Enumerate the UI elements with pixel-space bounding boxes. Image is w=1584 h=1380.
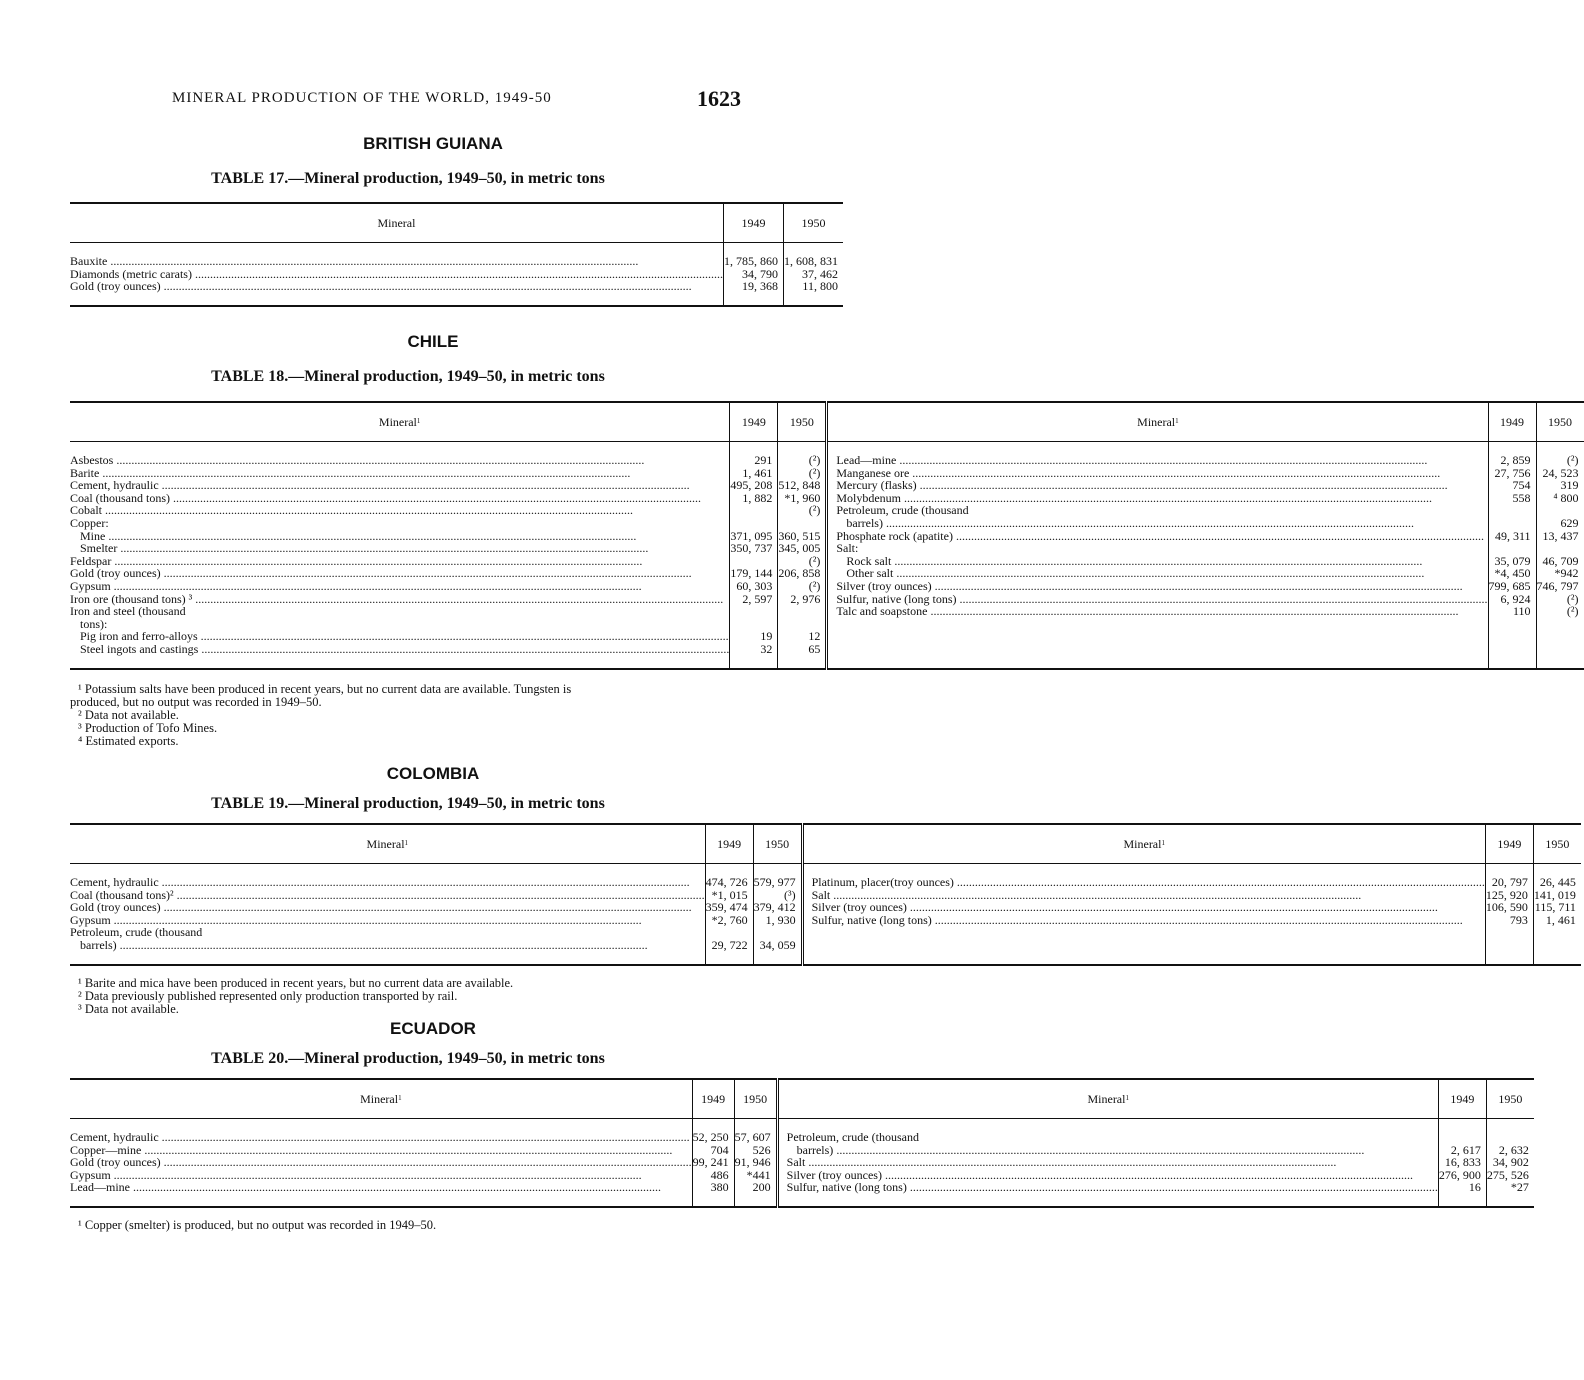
value-1950: 11, 800 <box>802 279 838 294</box>
value-1950: 24, 523 <box>1542 465 1579 480</box>
value-1949: 49, 311 <box>1494 528 1531 543</box>
value-1950: 37, 462 <box>801 266 838 281</box>
column-header-mineral: Mineral <box>70 203 723 243</box>
value-1950: 115, 711 <box>1534 900 1576 915</box>
mineral-name: Gold (troy ounces) ..... <box>70 1156 692 1169</box>
values-1949 <box>692 1119 734 1207</box>
value-1950: *942 <box>1554 566 1579 581</box>
mineral-name: Barite ..... <box>70 467 729 480</box>
mineral-name: Molybdenum ..... <box>836 492 1487 505</box>
column-header-1949: 1949 <box>1488 402 1536 442</box>
value-1950: (²) <box>1566 591 1579 606</box>
footnotes-chile <box>70 683 571 748</box>
value-1949: 359, 474 <box>705 900 748 915</box>
values-1950 <box>778 442 827 669</box>
mineral-name: Lead—mine ..... <box>70 1181 692 1194</box>
value-1949: 19, 368 <box>741 279 778 294</box>
value-1950: 57, 607 <box>734 1130 771 1144</box>
column-header-1949: 1949 <box>723 203 783 243</box>
value-1950: (²) <box>1566 604 1579 619</box>
value-1950: *441 <box>746 1167 771 1182</box>
column-header-1949: 1949 <box>1485 824 1533 864</box>
mineral-name: Petroleum, crude (thousand <box>786 1130 919 1144</box>
value-1949: 27, 756 <box>1494 465 1531 480</box>
value-1950: 34, 902 <box>1492 1155 1529 1170</box>
value-1949: 34, 790 <box>741 266 778 281</box>
value-1949: *1, 015 <box>711 887 748 902</box>
column-header-1949: 1949 <box>1438 1079 1486 1119</box>
value-1950: 1, 930 <box>765 912 796 927</box>
value-1949 <box>1489 504 1531 517</box>
mineral-name: Silver (troy ounces) ..... <box>787 1169 1438 1182</box>
country-heading-chile: CHILE <box>407 332 459 351</box>
mineral-name: Steel ingots and castings ..... <box>70 643 729 656</box>
values-1949 <box>1485 864 1533 965</box>
value-1949: 495, 208 <box>730 478 773 493</box>
mineral-name: Cobalt ..... <box>70 504 729 517</box>
value-1949: 60, 303 <box>736 578 773 593</box>
mineral-name: Salt: <box>836 541 859 556</box>
column-header-1950: 1950 <box>783 203 843 243</box>
column-header-1950: 1950 <box>1536 402 1584 442</box>
value-1950: 512, 848 <box>778 478 821 493</box>
value-1949: *4, 450 <box>1494 566 1531 581</box>
values-1949 <box>730 442 778 669</box>
value-1950 <box>778 517 820 530</box>
footnote: ¹ Barite and mica have been produced in recent years, but no current data are available. <box>78 976 514 990</box>
value-1949: 6, 924 <box>1500 591 1531 606</box>
value-1949: 704 <box>710 1142 729 1157</box>
value-1950: 2, 976 <box>790 591 821 606</box>
running-title: MINERAL PRODUCTION OF THE WORLD, 1949-50 <box>172 90 552 106</box>
value-1950: (²) <box>808 465 821 480</box>
value-1950: 2, 632 <box>1498 1142 1529 1157</box>
value-1950: 91, 946 <box>734 1155 771 1170</box>
mineral-name: Petroleum, crude (thousand <box>836 503 969 518</box>
value-1950: 379, 412 <box>753 900 796 915</box>
value-1949: 16, 833 <box>1444 1155 1481 1170</box>
value-1950: (²) <box>1566 453 1579 467</box>
value-1949 <box>1489 517 1531 530</box>
value-1950: 319 <box>1560 478 1579 493</box>
table-19-title: TABLE 19.—Mineral production, 1949–50, in metric tons <box>211 795 605 812</box>
page-number: 1623 <box>697 86 741 111</box>
mineral-name: Petroleum, crude (thousand <box>70 925 203 940</box>
value-1950: 1, 608, 831 <box>783 254 838 268</box>
value-1949: 371, 095 <box>730 528 773 543</box>
value-1949: 558 <box>1512 490 1531 505</box>
table-18-title: TABLE 18.—Mineral production, 1949–50, in metric tons <box>211 368 605 385</box>
mineral-name: Other salt ..... <box>836 567 1487 580</box>
value-1950 <box>1487 1131 1529 1144</box>
mineral-name: Mercury (flasks) ..... <box>836 479 1487 492</box>
mineral-name: Cement, hydraulic ..... <box>70 876 705 889</box>
column-header-1949: 1949 <box>730 402 778 442</box>
mineral-name: Gold (troy ounces) ..... <box>70 901 705 914</box>
value-1949: 486 <box>710 1167 729 1182</box>
value-1949: 799, 685 <box>1488 578 1531 593</box>
mineral-name: Silver (troy ounces) ..... <box>836 580 1487 593</box>
mineral-name: Phosphate rock (apatite) ..... <box>836 530 1487 543</box>
value-1949: 1, 882 <box>742 490 773 505</box>
value-1950: 46, 709 <box>1542 553 1579 568</box>
footnote: ³ Data not available. <box>78 1002 179 1016</box>
country-heading-ecuador: ECUADOR <box>390 1019 476 1038</box>
value-1949: 2, 617 <box>1450 1142 1481 1157</box>
column-header-1950: 1950 <box>1533 824 1581 864</box>
mineral-name: Gold (troy ounces) ..... <box>70 280 723 293</box>
value-1950: 746, 797 <box>1536 578 1579 593</box>
mineral-name: barrels) ..... <box>787 1144 1438 1157</box>
value-1949: 2, 859 <box>1500 453 1531 467</box>
value-1949 <box>730 605 772 618</box>
value-1950: 13, 437 <box>1542 528 1579 543</box>
value-1949: 350, 737 <box>730 541 773 556</box>
footnote: ³ Production of Tofo Mines. <box>78 721 218 735</box>
mineral-name: Talc and soapstone ..... <box>836 605 1487 618</box>
values-1949 <box>705 864 753 965</box>
value-1950: (²) <box>808 453 821 467</box>
value-1949: 32 <box>760 641 773 656</box>
values-1950 <box>753 864 802 965</box>
value-1950: (²) <box>808 503 821 518</box>
mineral-cell <box>777 1119 1438 1207</box>
mineral-cell <box>827 442 1488 669</box>
value-1949: 2, 597 <box>742 591 773 606</box>
value-1950 <box>778 605 820 618</box>
value-1949: 106, 590 <box>1485 900 1528 915</box>
values-1950 <box>734 1119 777 1207</box>
value-1950: ⁴ 800 <box>1553 490 1579 505</box>
value-1950: 275, 526 <box>1486 1167 1529 1182</box>
value-1950: 526 <box>752 1142 771 1157</box>
value-1949: 1, 785, 860 <box>723 254 778 268</box>
mineral-cell <box>70 1119 692 1207</box>
value-1950 <box>1537 542 1579 555</box>
value-1949 <box>1489 542 1531 555</box>
values-1950 <box>1486 1119 1534 1207</box>
value-1950: 345, 005 <box>778 541 821 556</box>
column-header-mineral: Mineral$^1$ <box>70 1079 692 1119</box>
mineral-name: Coal (thousand tons) ..... <box>70 492 729 505</box>
value-1949: 179, 144 <box>730 566 773 581</box>
value-1950: 360, 515 <box>778 528 821 543</box>
value-1950: 26, 445 <box>1539 875 1576 889</box>
footnote: ¹ Copper (smelter) is produced, but no output was recorded in 1949–50. <box>78 1218 437 1232</box>
mineral-name: barrels) ..... <box>70 939 705 952</box>
values-1950 <box>783 243 843 306</box>
mineral-name: Diamonds (metric carats) ..... <box>70 268 723 281</box>
footnote: produced, but no output was recorded in 1949–50. <box>70 695 322 709</box>
value-1949 <box>730 504 772 517</box>
mineral-cell <box>802 864 1485 965</box>
value-1949: 474, 726 <box>705 875 748 889</box>
country-heading-british-guiana: BRITISH GUIANA <box>363 134 503 153</box>
value-1950: 206, 858 <box>778 566 821 581</box>
footnote: ⁴ Estimated exports. <box>78 734 179 748</box>
footnotes-colombia <box>70 977 513 1016</box>
mineral-name: Gold (troy ounces) ..... <box>70 567 729 580</box>
value-1949: 19 <box>760 629 773 644</box>
mineral-name: Pig iron and ferro-alloys ..... <box>70 630 729 643</box>
value-1950: 141, 019 <box>1533 887 1576 902</box>
value-1949 <box>730 517 772 530</box>
values-1949 <box>1488 442 1536 669</box>
value-1950: 34, 059 <box>759 937 796 952</box>
value-1949: 35, 079 <box>1494 553 1531 568</box>
country-heading-colombia: COLOMBIA <box>386 764 480 783</box>
value-1950: 1, 461 <box>1545 912 1576 927</box>
mineral-name: Salt ..... <box>812 889 1485 902</box>
mineral-name: Iron and steel (thousand <box>70 604 186 619</box>
mineral-name: Silver (troy ounces) ..... <box>812 901 1485 914</box>
table-19 <box>70 823 1581 966</box>
mineral-name: Gypsum ..... <box>70 1169 692 1182</box>
mineral-name: Platinum, placer(troy ounces) ..... <box>812 876 1485 889</box>
mineral-name: Cement, hydraulic ..... <box>70 1131 692 1144</box>
value-1949: 29, 722 <box>711 937 748 952</box>
column-header-1949: 1949 <box>705 824 753 864</box>
column-header-1950: 1950 <box>778 402 827 442</box>
value-1949: 1, 461 <box>742 465 773 480</box>
mineral-name: Copper—mine ..... <box>70 1144 692 1157</box>
value-1950: 629 <box>1560 515 1579 530</box>
value-1950: 579, 977 <box>753 875 796 889</box>
value-1949: 754 <box>1512 478 1531 493</box>
column-header-mineral: Mineral$^1$ <box>827 402 1488 442</box>
mineral-cell <box>70 243 723 306</box>
value-1949: 380 <box>710 1180 729 1195</box>
column-header-1949: 1949 <box>692 1079 734 1119</box>
value-1950: (²) <box>808 578 821 593</box>
value-1949: 125, 920 <box>1485 887 1528 902</box>
value-1950: 12 <box>808 629 821 644</box>
column-header-mineral: Mineral$^1$ <box>802 824 1485 864</box>
value-1950: (³) <box>784 887 796 902</box>
mineral-name: Lead—mine ..... <box>836 454 1487 467</box>
mineral-name: Salt ..... <box>787 1156 1438 1169</box>
mineral-name: Bauxite ..... <box>70 255 723 268</box>
table-20 <box>70 1078 1534 1208</box>
footnote: ² Data not available. <box>78 708 179 722</box>
mineral-name: Feldspar ..... <box>70 555 729 568</box>
mineral-name: Iron ore (thousand tons) ³ ..... <box>70 593 729 606</box>
column-header-mineral: Mineral$^1$ <box>70 402 730 442</box>
column-header-1950: 1950 <box>734 1079 777 1119</box>
table-20-title: TABLE 20.—Mineral production, 1949–50, in metric tons <box>211 1050 605 1067</box>
value-1950: *27 <box>1510 1180 1529 1195</box>
value-1949: 52, 250 <box>692 1130 729 1144</box>
column-header-mineral: Mineral$^1$ <box>70 824 705 864</box>
value-1950: 65 <box>808 641 821 656</box>
column-header-1950: 1950 <box>1486 1079 1534 1119</box>
mineral-cell <box>70 442 730 669</box>
mineral-name: Manganese ore ..... <box>836 467 1487 480</box>
table-17-title: TABLE 17.—Mineral production, 1949–50, in metric tons <box>211 170 605 187</box>
footnote: ¹ Potassium salts have been produced in recent years, but no current data are available. Tungsten is <box>78 682 572 696</box>
footnote: ² Data previously published represented only production transported by rail. <box>78 989 458 1003</box>
values-1950 <box>1536 442 1584 669</box>
value-1949: 291 <box>754 453 773 467</box>
column-header-1950: 1950 <box>753 824 802 864</box>
value-1950: *1, 960 <box>784 490 821 505</box>
value-1949: 16 <box>1468 1180 1481 1195</box>
values-1949 <box>1438 1119 1486 1207</box>
mineral-name: Coal (thousand tons)² ..... <box>70 889 705 902</box>
mineral-name: Smelter ..... <box>70 542 729 555</box>
mineral-name: Sulfur, native (long tons) ..... <box>787 1181 1438 1194</box>
mineral-name: Asbestos ..... <box>70 454 729 467</box>
value-1950: (²) <box>808 553 821 568</box>
value-1950: 200 <box>752 1180 771 1195</box>
mineral-name: Rock salt ..... <box>836 555 1487 568</box>
values-1949 <box>723 243 783 306</box>
values-1950 <box>1533 864 1581 965</box>
value-1949: 99, 241 <box>692 1155 729 1170</box>
value-1949: 20, 797 <box>1491 875 1528 889</box>
table-17 <box>70 202 843 307</box>
mineral-cell <box>70 864 705 965</box>
value-1949: 276, 900 <box>1438 1167 1481 1182</box>
mineral-name: Cement, hydraulic ..... <box>70 479 729 492</box>
mineral-name: tons): <box>80 616 108 631</box>
mineral-name: Sulfur, native (long tons) ..... <box>812 914 1485 927</box>
mineral-name: barrels) ..... <box>836 517 1487 530</box>
mineral-name: Gypsum ..... <box>70 580 729 593</box>
column-header-mineral: Mineral$^1$ <box>777 1079 1438 1119</box>
footnotes-ecuador <box>70 1219 436 1232</box>
value-1949: *2, 760 <box>711 912 748 927</box>
mineral-name: Copper: <box>70 515 109 530</box>
table-18 <box>70 401 1584 670</box>
value-1949 <box>1439 1131 1481 1144</box>
mineral-name: Gypsum ..... <box>70 914 705 927</box>
mineral-name: Mine ..... <box>70 530 729 543</box>
mineral-name: Sulfur, native (long tons) ..... <box>836 593 1487 606</box>
value-1949: 793 <box>1509 912 1528 927</box>
value-1949: 110 <box>1512 604 1531 619</box>
